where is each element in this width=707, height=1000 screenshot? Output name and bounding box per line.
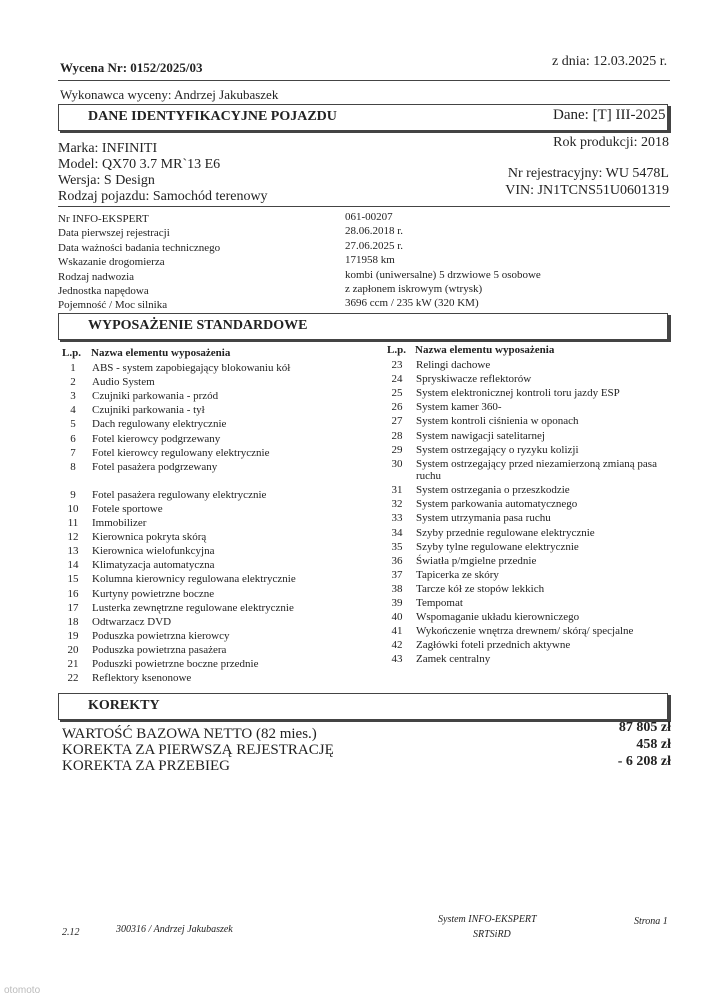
equipment-item-name: Relingi dachowe [416, 359, 491, 371]
detail-label: Nr INFO-EKSPERT [58, 213, 149, 225]
equipment-item-number: 40 [391, 611, 403, 624]
equipment-item-number: 27 [391, 415, 403, 428]
equipment-item-number: 21 [67, 658, 79, 670]
equipment-item-name: Tapicerka ze skóry [416, 568, 499, 581]
equipment-item-number: 30 [391, 457, 403, 470]
vehicle-type: Rodzaj pojazdu: Samochód terenowy [58, 189, 268, 204]
equipment-item-number: 36 [391, 554, 403, 567]
equipment-item-name: System ostrzegający przed niezamierzoną zmianą pasa [416, 457, 657, 470]
equipment-item-number: 38 [391, 582, 403, 595]
equipment-col-name-left: Nazwa elementu wyposażenia [91, 347, 231, 359]
detail-label: Rodzaj nadwozia [58, 270, 135, 283]
footer-system-sub: SRTSiRD [473, 929, 511, 940]
equipment-item-name-continued: ruchu [416, 469, 442, 482]
equipment-item-name: System ostrzegający o ryzyku kolizji [416, 443, 579, 456]
equipment-item-number: 6 [70, 432, 76, 445]
equipment-item-name: Kierownica pokryta skórą [92, 531, 207, 544]
equipment-item-name: Poduszka powietrzna pasażera [92, 643, 227, 656]
equipment-item-name: Lusterka zewnętrzne regulowane elektrycznie [92, 601, 294, 614]
equipment-item-number: 39 [391, 597, 403, 609]
equipment-item-number: 26 [391, 401, 403, 414]
equipment-item-number: 33 [391, 512, 403, 525]
equipment-item-number: 31 [391, 484, 403, 497]
equipment-item-name: Czujniki parkowania - tył [92, 404, 205, 417]
vehicle-version: Wersja: S Design [58, 173, 155, 188]
box-shadow [668, 695, 671, 722]
equipment-item-number: 15 [67, 573, 79, 586]
equipment-item-name: Szyby tylne regulowane elektrycznie [416, 540, 579, 553]
box-shadow [668, 315, 671, 342]
equipment-item-number: 29 [391, 443, 403, 456]
equipment-item-name: System nawigacji satelitarnej [416, 429, 545, 442]
equipment-item-name: Audio System [92, 376, 155, 389]
equipment-item-name: System utrzymania pasa ruchu [416, 512, 551, 525]
equipment-item-name: Zagłówki foteli przednich aktywne [416, 639, 571, 652]
equipment-item-name: Kolumna kierownicy regulowana elektrycznie [92, 573, 296, 586]
equipment-item-number: 24 [391, 373, 403, 386]
equipment-item-number: 12 [67, 531, 79, 544]
equipment-item-number: 17 [67, 601, 79, 614]
equipment-item-number: 4 [70, 404, 76, 417]
detail-label: Data pierwszej rejestracji [58, 227, 170, 240]
equipment-item-name: Czujniki parkowania - przód [92, 390, 219, 403]
equipment-item-name: Poduszki powietrzne boczne przednie [92, 658, 259, 670]
equipment-item-name: Fotel pasażera podgrzewany [92, 460, 218, 473]
equipment-col-name-right: Nazwa elementu wyposażenia [415, 344, 555, 356]
equipment-item-name: Kurtyny powietrzne boczne [92, 587, 215, 600]
equipment-item-number: 11 [67, 517, 79, 529]
equipment-item-number: 43 [391, 653, 403, 666]
correction-value: 458 zł [636, 737, 671, 752]
equipment-item-name: Wspomaganie układu kierowniczego [416, 611, 580, 624]
equipment-item-name: Odtwarzacz DVD [92, 615, 172, 628]
valuation-date: z dnia: 12.03.2025 r. [552, 54, 668, 69]
equipment-item-number: 37 [391, 568, 403, 581]
equipment-item-number: 25 [391, 387, 403, 400]
equipment-item-name: System kamer 360- [416, 401, 502, 414]
equipment-item-number: 13 [67, 545, 79, 558]
equipment-item-name: System elektronicznej kontroli toru jazdy ESP [416, 387, 620, 400]
equipment-item-number: 2 [70, 376, 76, 389]
equipment-item-number: 41 [391, 625, 403, 638]
equipment-item-number: 7 [70, 446, 76, 459]
vehicle-model: Model: QX70 3.7 MR`13 E6 [58, 157, 221, 172]
equipment-item-number: 19 [67, 629, 79, 642]
correction-label: KOREKTA ZA PIERWSZĄ REJESTRACJĘ [62, 742, 334, 758]
equipment-item-number: 8 [70, 460, 76, 473]
equipment-item-name: Wykończenie wnętrza drewnem/ skórą/ specjalne [416, 625, 634, 638]
box-shadow [60, 131, 671, 133]
equipment-item-number: 34 [391, 526, 403, 539]
details-values [345, 210, 541, 311]
equipment-item-name: Tempomat [416, 597, 463, 609]
equipment-item-number: 10 [67, 502, 79, 515]
equipment-item-name: Kierownica wielofunkcyjna [92, 545, 215, 558]
equipment-item-name: Fotel kierowcy regulowany elektrycznie [92, 446, 270, 459]
detail-label: Pojemność / Moc silnika [58, 299, 168, 312]
data-date: Dane: [T] III-2025 [553, 107, 666, 123]
vin-number: VIN: JN1TCNS51U0601319 [505, 183, 669, 198]
correction-value: 87 805 zł [618, 720, 671, 735]
equipment-item-name: Fotel kierowcy podgrzewany [92, 432, 221, 445]
footer-page: Strona 1 [634, 916, 668, 927]
equipment-item-name: Fotele sportowe [92, 502, 163, 515]
details-labels [58, 212, 220, 313]
box-shadow [668, 106, 671, 133]
footer-version: 2.12 [62, 927, 80, 938]
header-rule [58, 80, 670, 81]
identification-title: DANE IDENTYFIKACYJNE POJAZDU [88, 109, 337, 124]
vehicle-make: Marka: INFINITI [58, 141, 158, 156]
equipment-item-name: Reflektory ksenonowe [92, 672, 192, 685]
equipment-item-number: 14 [67, 559, 79, 572]
box-shadow [60, 340, 671, 342]
valuation-number: Wycena Nr: 0152/2025/03 [60, 60, 203, 75]
equipment-item-name: Szyby przednie regulowane elektrycznie [416, 526, 595, 539]
production-year: Rok produkcji: 2018 [553, 135, 669, 150]
equipment-col-lp-right: L.p. [387, 344, 406, 356]
detail-value: z zapłonem iskrowym (wtrysk) [345, 283, 483, 296]
equipment-title: WYPOSAŻENIE STANDARDOWE [88, 318, 308, 333]
equipment-item-number: 1 [70, 362, 76, 374]
detail-value: 3696 ccm / 235 kW (320 KM) [345, 297, 479, 310]
detail-value: 28.06.2018 r. [345, 225, 404, 238]
equipment-col-lp-left: L.p. [62, 347, 81, 359]
equipment-item-number: 28 [391, 429, 403, 442]
equipment-item-name: Zamek centralny [416, 653, 491, 666]
detail-value: 061-00207 [345, 211, 393, 223]
equipment-item-name: Światła p/mgielne przednie [416, 554, 537, 567]
footer-author: 300316 / Andrzej Jakubaszek [116, 924, 233, 935]
equipment-item-name: Immobilizer [92, 517, 147, 529]
equipment-item-name: Klimatyzacja automatyczna [92, 559, 215, 572]
equipment-item-name: Fotel pasażera regulowany elektrycznie [92, 488, 267, 501]
equipment-item-name: System parkowania automatycznego [416, 498, 578, 511]
equipment-item-name: System ostrzegania o przeszkodzie [416, 484, 570, 497]
equipment-item-name: ABS - system zapobiegający blokowaniu kół [92, 362, 291, 374]
equipment-item-name: Poduszka powietrzna kierowcy [92, 629, 230, 642]
equipment-item-number: 22 [67, 672, 79, 685]
equipment-item-number: 20 [67, 643, 79, 656]
detail-label: Jednostka napędowa [58, 285, 149, 298]
detail-value: 27.06.2025 r. [345, 239, 404, 252]
contractor: Wykonawca wyceny: Andrzej Jakubaszek [60, 87, 279, 102]
equipment-item-number: 3 [70, 390, 76, 403]
correction-value: - 6 208 zł [617, 754, 671, 769]
equipment-item-name: Tarcze kół ze stopów lekkich [416, 582, 545, 595]
equipment-item-name: Dach regulowany elektrycznie [92, 418, 227, 431]
equipment-item-number: 18 [67, 615, 79, 628]
watermark: otomoto [4, 985, 41, 996]
equipment-item-name: System kontroli ciśnienia w oponach [416, 415, 579, 428]
correction-label: WARTOŚĆ BAZOWA NETTO (82 mies.) [62, 726, 317, 742]
section-rule [58, 206, 670, 207]
equipment-item-number: 5 [70, 418, 76, 431]
detail-value: kombi (uniwersalne) 5 drzwiowe 5 osobowe [345, 268, 541, 281]
detail-label: Data ważności badania technicznego [58, 241, 221, 254]
detail-value: 171958 km [345, 254, 395, 267]
footer-system: System INFO-EKSPERT [438, 914, 537, 925]
detail-label: Wskazanie drogomierza [58, 256, 165, 269]
equipment-item-name: Spryskiwacze reflektorów [416, 373, 532, 386]
equipment-item-number: 23 [391, 359, 403, 371]
equipment-item-number: 16 [67, 587, 79, 600]
registration-number: Nr rejestracyjny: WU 5478L [507, 166, 669, 181]
equipment-item-number: 42 [391, 639, 403, 652]
corrections-title: KOREKTY [88, 698, 160, 713]
equipment-item-number: 9 [70, 488, 76, 501]
equipment-item-number: 32 [391, 498, 403, 511]
equipment-item-number: 35 [391, 540, 403, 553]
box-shadow [60, 720, 671, 722]
correction-label: KOREKTA ZA PRZEBIEG [62, 758, 230, 774]
